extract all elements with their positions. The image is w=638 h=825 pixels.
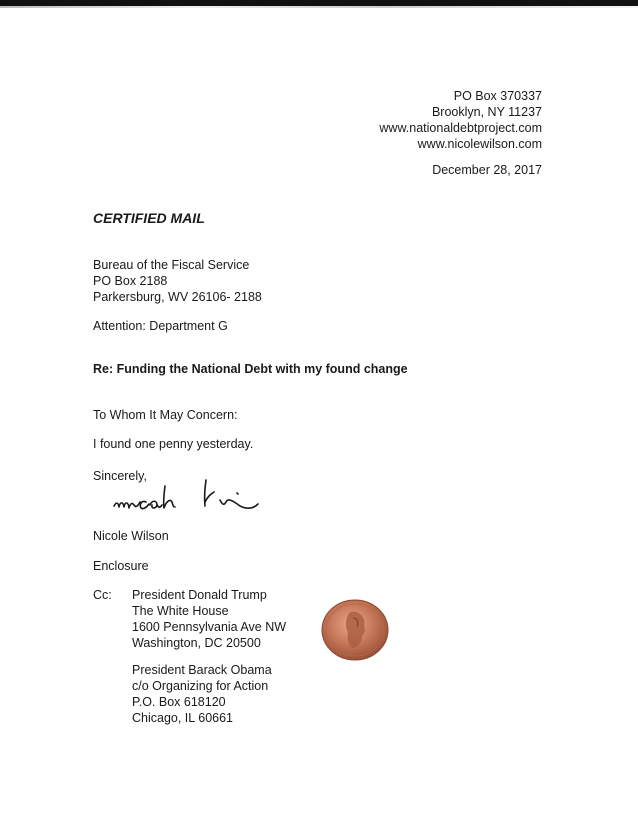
signer-name: Nicole Wilson: [93, 529, 169, 543]
letter-body: I found one penny yesterday.: [93, 437, 254, 451]
salutation: To Whom It May Concern:: [93, 408, 238, 422]
scan-edge-shadow: [0, 6, 638, 8]
closing: Sincerely,: [93, 469, 147, 483]
cc-recipient-street: 1600 Pennsylvania Ave NW: [132, 620, 287, 634]
cc-recipient-city: Washington, DC 20500: [132, 636, 261, 650]
letter-date: December 28, 2017: [432, 163, 542, 177]
subject-line: Re: Funding the National Debt with my found change: [93, 362, 408, 376]
cc-recipient-obama: [132, 662, 272, 726]
recipient-address-block: [93, 257, 262, 305]
penny-coin-image: [320, 598, 390, 662]
sender-website-personal: www.nicolewilson.com: [417, 137, 542, 151]
sender-po-box: PO Box 370337: [453, 89, 542, 103]
cc-label: Cc:: [93, 588, 112, 602]
cc-recipient-org: The White House: [132, 604, 229, 618]
certified-mail-heading: CERTIFIED MAIL: [93, 210, 205, 226]
cc-recipient-org: c/o Organizing for Action: [132, 679, 269, 693]
cc-recipient-city: Chicago, IL 60661: [132, 711, 234, 725]
sender-website-project: www.nationaldebtproject.com: [379, 121, 542, 135]
recipient-city: Parkersburg, WV 26106- 2188: [93, 290, 262, 304]
recipient-name: Bureau of the Fiscal Service: [93, 258, 250, 272]
cc-recipient-name: President Barack Obama: [132, 663, 272, 677]
enclosure-note: Enclosure: [93, 559, 149, 573]
sender-city: Brooklyn, NY 11237: [431, 105, 542, 119]
attention-line: Attention: Department G: [93, 319, 228, 333]
sender-address-block: [379, 88, 542, 152]
recipient-po-box: PO Box 2188: [93, 274, 168, 288]
handwritten-signature: [110, 478, 280, 528]
cc-recipient-trump: [132, 587, 286, 651]
cc-recipient-po-box: P.O. Box 618120: [132, 695, 226, 709]
cc-recipient-name: President Donald Trump: [132, 588, 267, 602]
